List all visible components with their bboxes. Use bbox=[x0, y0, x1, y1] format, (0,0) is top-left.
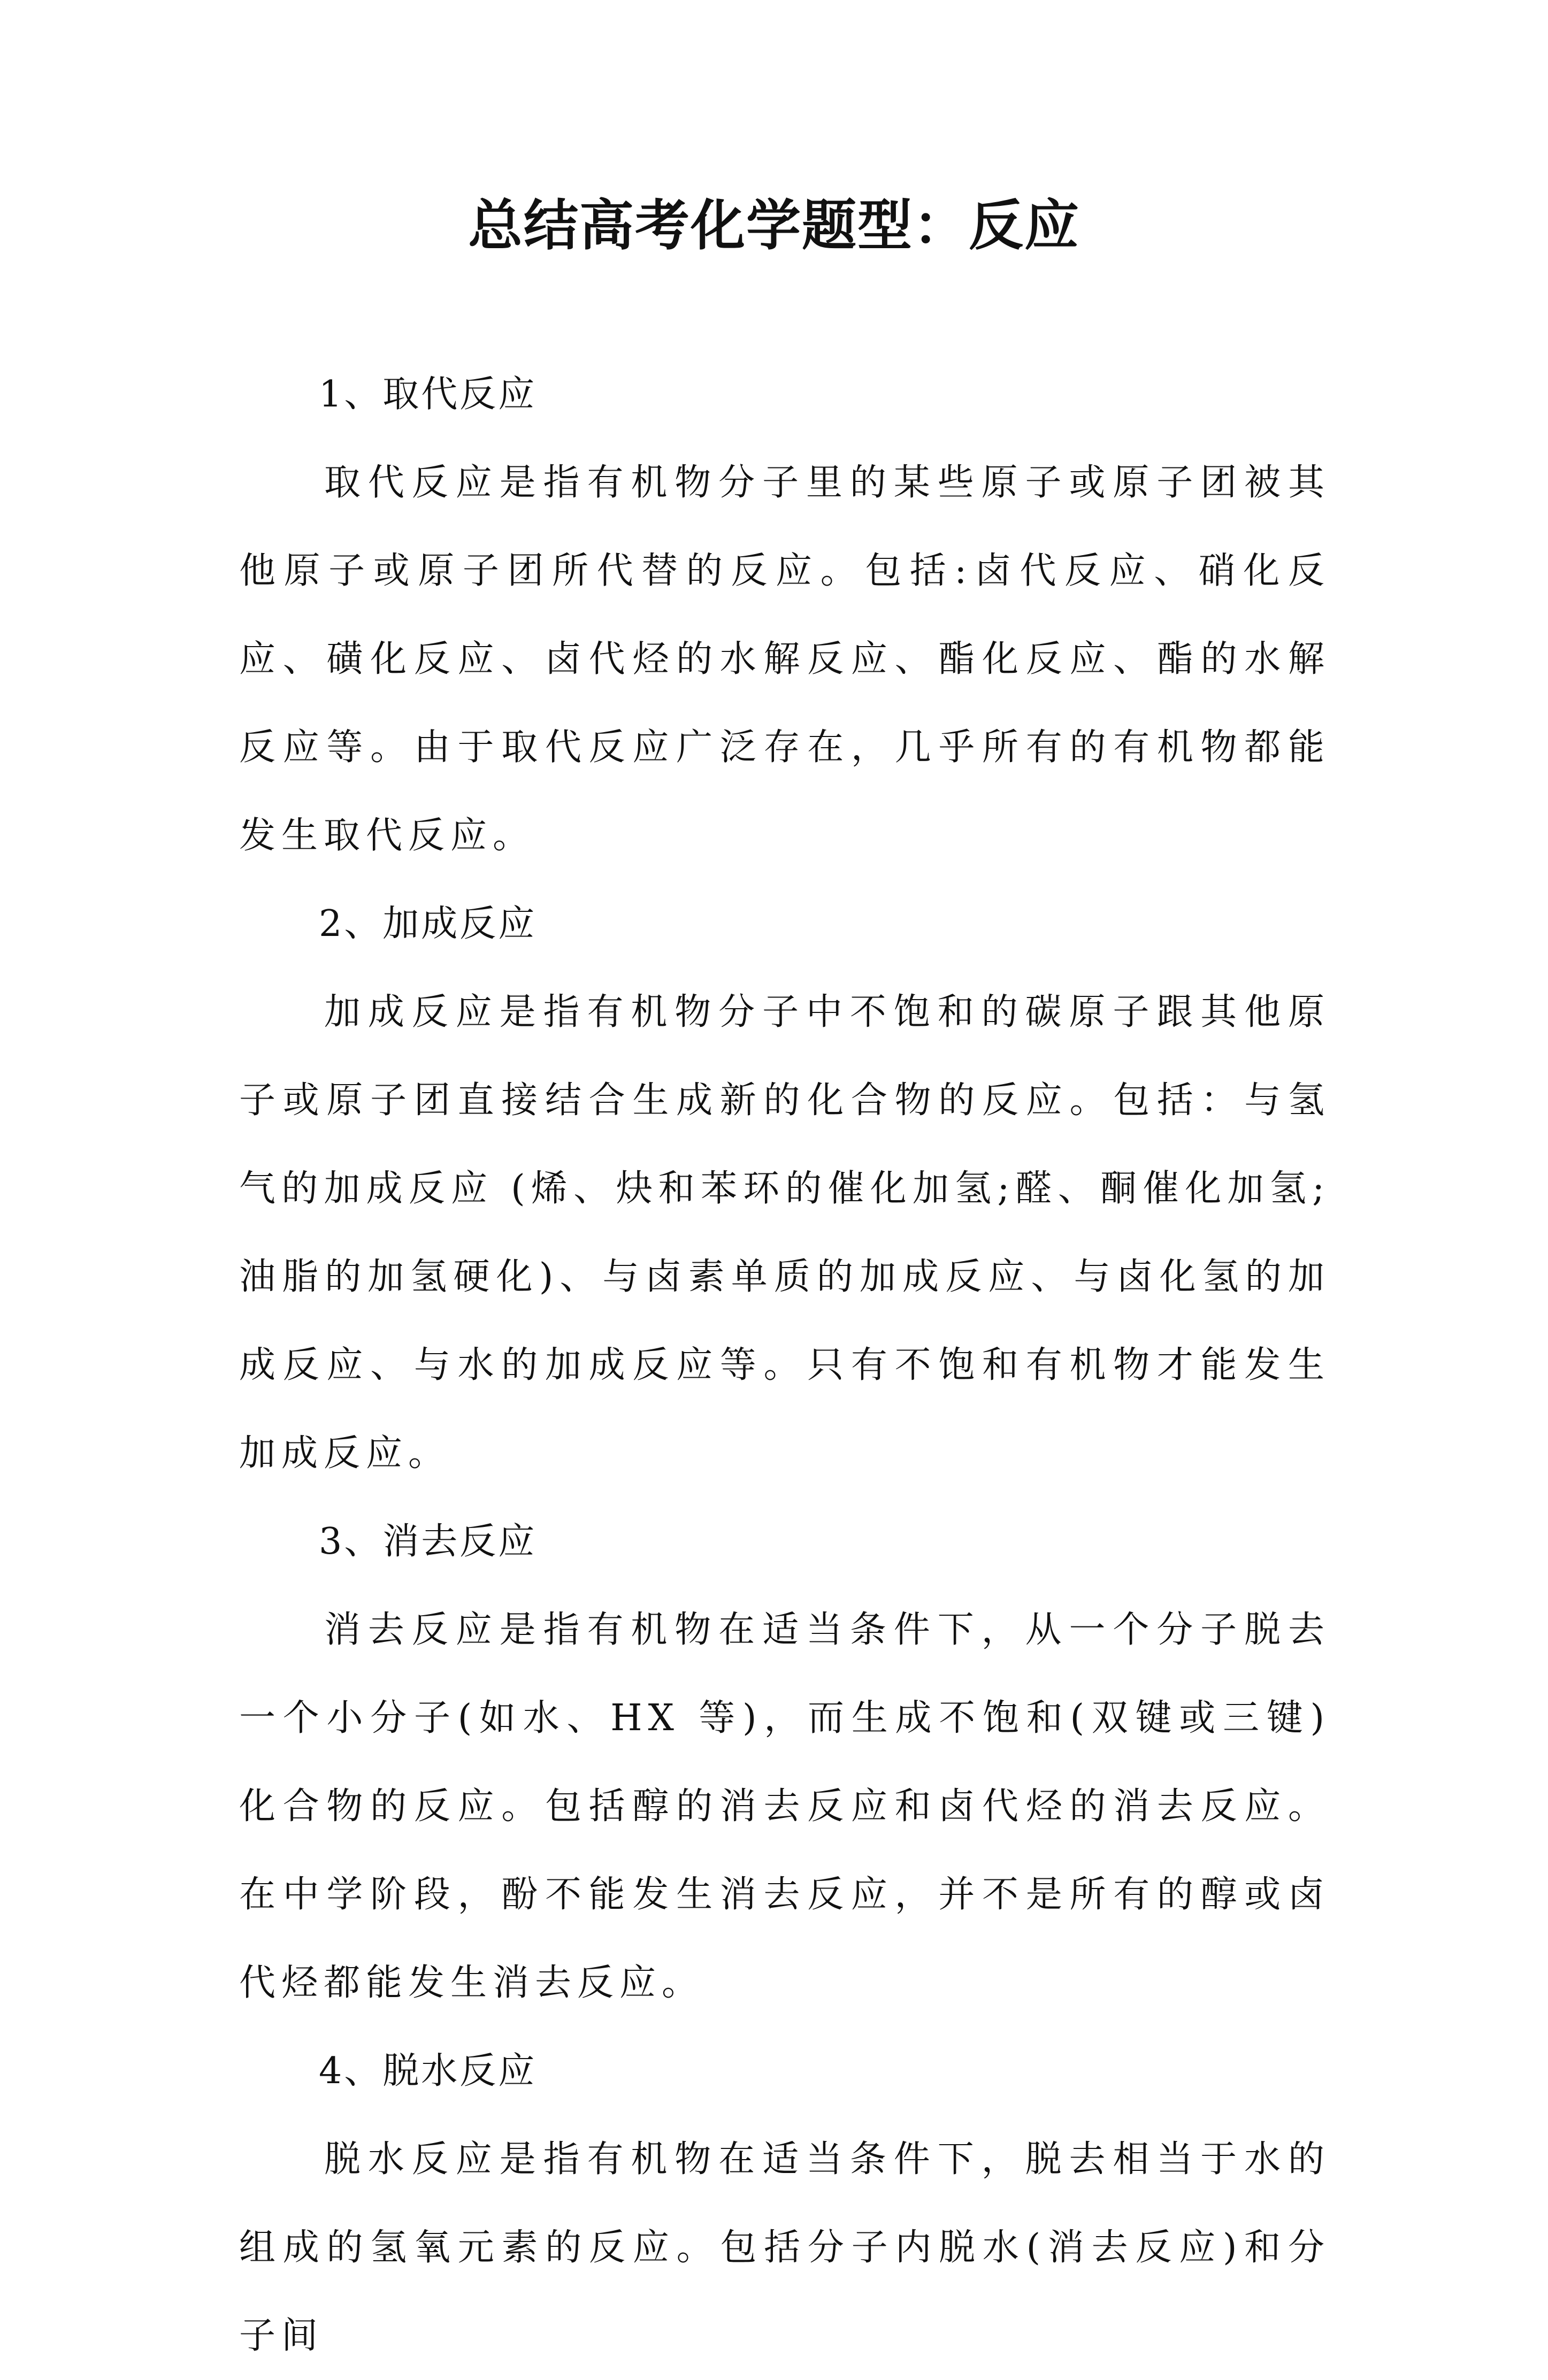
section-paragraph-elimination: 消去反应是指有机物在适当条件下，从一个分子脱去一个小分子(如水、HX 等)，而生成不饱和(双键或三键)化合物的反应。包括醇的消去反应和卤代烃的消去反应。在中学阶段，酚不能发生消去反应，并不是所有的醇或卤代烃都能发生消去反应。 bbox=[239, 1609, 1330, 2004]
section-paragraph-addition: 加成反应是指有机物分子中不饱和的碳原子跟其他原子或原子团直接结合生成新的化合物的反应。包括：与氢气的加成反应 (烯、炔和苯环的催化加氢;醛、酮催化加氢;油脂的加氢硬化)、与卤素单质的加成反应、与卤化氢的加成反应、与水的加成反应等。只有不饱和有机物才能发生加成反应。 bbox=[239, 991, 1330, 1475]
section-heading-elimination: 3、消去反应 bbox=[319, 1521, 537, 1563]
section-heading-addition: 2、加成反应 bbox=[319, 903, 537, 945]
section-paragraph-dehydration: 脱水反应是指有机物在适当条件下，脱去相当于水的组成的氢氧元素的反应。包括分子内脱水(消去反应)和分子间 bbox=[239, 2138, 1330, 2357]
document-body bbox=[239, 350, 1330, 2380]
section-heading-dehydration: 4、脱水反应 bbox=[319, 2050, 537, 2092]
section-paragraph-substitution: 取代反应是指有机物分子里的某些原子或原子团被其他原子或原子团所代替的反应。包括:卤代反应、硝化反应、磺化反应、卤代烃的水解反应、酯化反应、酯的水解反应等。由于取代反应广泛存在，几乎所有的有机物都能发生取代反应。 bbox=[239, 462, 1330, 857]
document-title: 总结高考化学题型：反应 bbox=[468, 194, 1080, 258]
section-heading-substitution: 1、取代反应 bbox=[319, 373, 537, 416]
